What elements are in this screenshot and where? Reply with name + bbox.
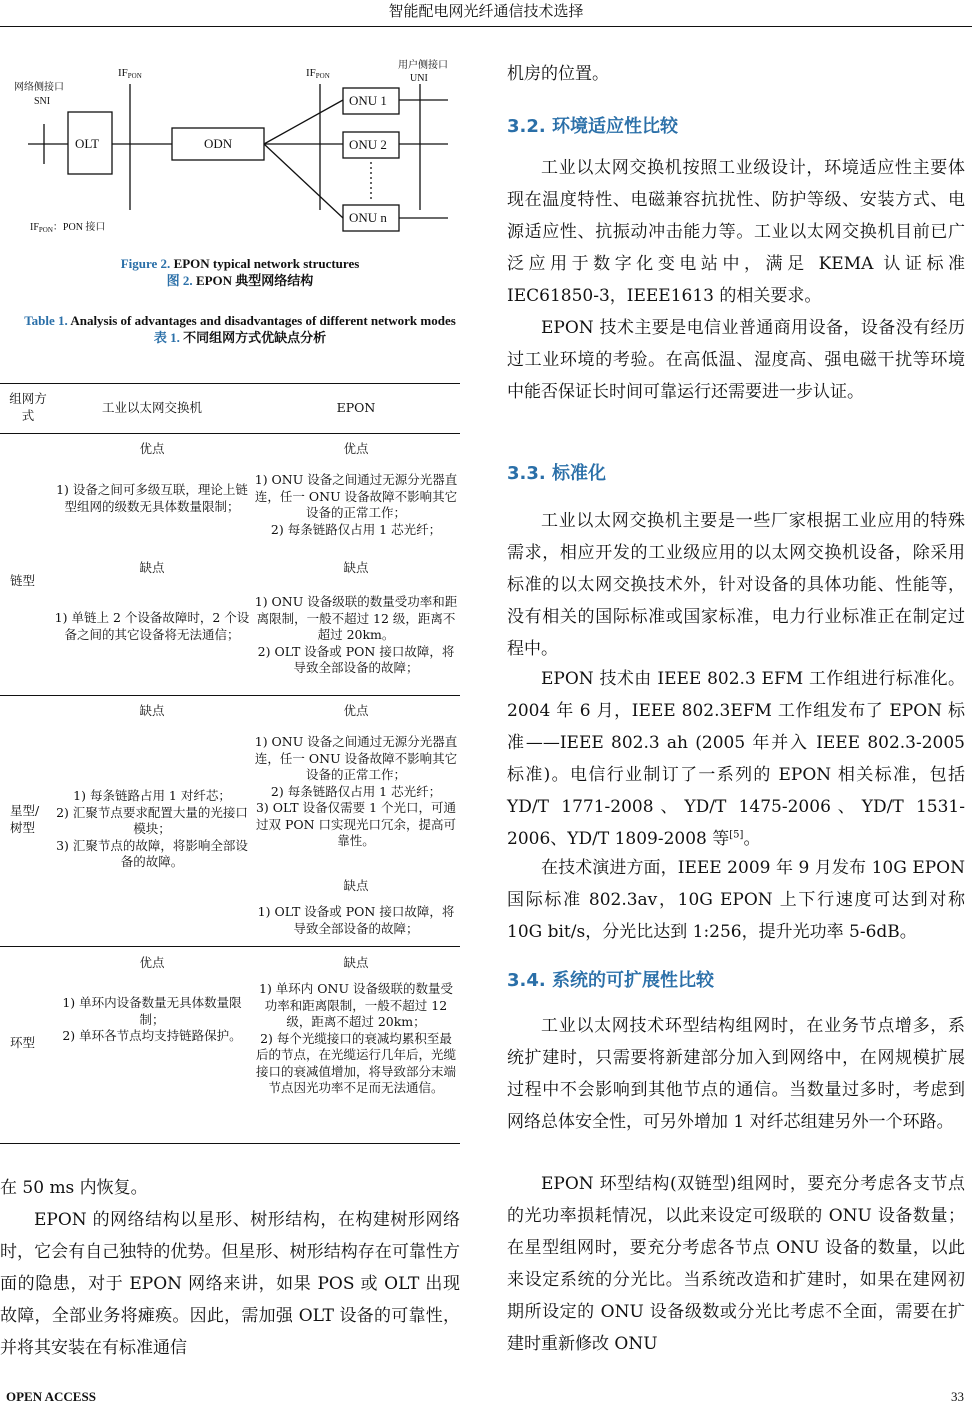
table-caption-zh: 表 1. 不同组网方式优缺点分析 xyxy=(153,330,327,345)
citation-5: [5] xyxy=(729,829,744,841)
epon-diagram xyxy=(0,50,480,250)
row3-eth-t1: 1) 单环内设备数量无具体数量限制； 2) 单环各节点均支持链路保护。 xyxy=(62,995,242,1043)
sni-abbr: SNI xyxy=(34,96,51,107)
row3-epon-h1: 缺点 xyxy=(343,955,369,970)
row1-epon-t1: 1) ONU 设备之间通过无源分光器直连，任一 ONU 设备故障不影响其它设备的正常工作； 2) 每条链路仅占用 1 芯光纤； xyxy=(254,472,458,537)
onun-label: ONU n xyxy=(349,210,387,225)
table-caption-en: Table 1. Analysis of advantages and disadvantages of different network modes xyxy=(24,313,456,328)
footer-open-access: OPEN ACCESS xyxy=(6,1389,96,1404)
row2-eth-t1: 1) 每条链路占用 1 对纤芯； 2) 汇聚节点要求配置大量的光接口模块； 3) 汇聚节点的故障，将影响全部设备的故障。 xyxy=(56,788,248,869)
row2-epon-h1: 优点 xyxy=(343,703,369,718)
para-3-2-b: EPON 技术主要是电信业普通商用设备，设备没有经历过工业环境的考验。在高低温、湿度高、强电磁干扰等环境中能否保证长时间可靠运行还需要进一步认证。 xyxy=(507,318,965,402)
sni-label: 网络侧接口 xyxy=(14,82,64,93)
odn-label: ODN xyxy=(204,136,233,151)
row2-epon-t1: 1) ONU 设备之间通过无源分光器直连，任一 ONU 设备故障不影响其它设备的正常工作； 2) 每条链路仅占用 1 芯光纤； 3) OLT 设备仅需要 1 个光口，可通过双 PON 口实现光口冗余，提高可靠性。 xyxy=(254,734,458,848)
section-3-2-heading: 3.2. 环境适应性比较 xyxy=(507,116,678,137)
left-para-2: EPON 的网络结构以星形、树形结构，在构建树形网络时，它会有自己独特的优势。但星形、树形结构存在可靠性方面的隐患，对于 EPON 网络来讲，如果 POS 或 OLT 出现故障，全部业务将瘫痪。因此，需加强 OLT 设备的可靠性，并将其安装在有标准通信 xyxy=(0,1210,460,1358)
running-header: 智能配电网光纤通信技术选择 xyxy=(388,2,584,20)
olt-label: OLT xyxy=(75,136,100,151)
row1-epon-t2: 1) ONU 设备级联的数量受功率和距离限制，一般不超过 12 级，距离不超过 20km。 2) OLT 设备或 PON 接口故障，将导致全部设备的故障； xyxy=(254,594,458,675)
row2-epon-h2: 缺点 xyxy=(343,878,369,893)
left-para-1: 在 50 ms 内恢复。 xyxy=(0,1178,148,1198)
if-pon-right: IFPON xyxy=(306,67,330,80)
para-3-4-a: 工业以太网技术环型结构组网时，在业务节点增多，系统扩建时，只需要将新建部分加入到网络中，在网规模扩展过程中不会影响到其他节点的通信。当数量过多时，考虑到网络总体安全性，可另外增加 1 对纤芯组建另外一个环路。 xyxy=(507,1016,965,1132)
uni-abbr: UNI xyxy=(410,73,428,84)
right-para-0: 机房的位置。 xyxy=(507,64,609,84)
row1-eth-h2: 缺点 xyxy=(139,560,165,575)
section-3-3-heading: 3.3. 标准化 xyxy=(507,463,606,484)
header-rule xyxy=(0,26,972,27)
table-caption xyxy=(0,312,480,346)
figure-epon-network xyxy=(0,50,480,250)
para-3-4-b: EPON 环型结构(双链型)组网时，要充分考虑各支节点的光功率损耗情况，以此来设定可级联的 ONU 设备数量；在星型组网时，要充分考虑各节点 ONU 设备的数量，以此来设定系统的分光比。当系统改造和扩建时，如果在建网初期所设定的 ONU 设备级数或分光比考虑不全面，需要在扩建时重新修改 ONU xyxy=(507,1174,965,1354)
figure-caption-zh: 图 2. EPON 典型网络结构 xyxy=(166,273,314,288)
para-3-3-c: 在技术演进方面，IEEE 2009 年 9 月发布 10G EPON 国际标准 802.3av，10G EPON 上下行速度可达到对称 10G bit/s，分光比达到 1:256，提升光功率 5-6dB。 xyxy=(507,858,965,942)
page-number: 33 xyxy=(951,1389,964,1404)
onu2-label: ONU 2 xyxy=(349,137,387,152)
row1-rule xyxy=(0,695,460,696)
row1-epon-h2: 缺点 xyxy=(343,560,369,575)
section-3-4-heading: 3.4. 系统的可扩展性比较 xyxy=(507,970,714,991)
header-epon: EPON xyxy=(336,400,376,415)
row1-epon-h1: 优点 xyxy=(343,441,369,456)
row2-rule xyxy=(0,946,460,947)
row2-epon-t2: 1) OLT 设备或 PON 接口故障，将导致全部设备的故障； xyxy=(257,904,455,936)
row2-mode: 星型/树型 xyxy=(10,803,40,835)
row3-epon-t1: 1) 单环内 ONU 设备级联的数量受功率和距离限制，一般不超过 12 级，距离不超过 20km； 2) 每个光缆接口的衰减均累积至最后的节点，在光缆运行几年后，光缆接口的衰减值增加，将导致部分末端节点因光功率不足而无法通信。 xyxy=(255,981,456,1095)
table-top-rule xyxy=(0,383,460,384)
table-bottom-rule xyxy=(0,1143,460,1144)
row1-eth-h1: 优点 xyxy=(139,441,165,456)
onu1-label: ONU 1 xyxy=(349,93,387,108)
table-header-rule xyxy=(0,433,460,434)
row3-eth-h1: 优点 xyxy=(139,955,165,970)
if-pon-note: $IF_{PON}$：PON 接口 xyxy=(30,222,106,234)
uni-label: 用户侧接口 xyxy=(398,60,448,71)
figure-caption xyxy=(0,255,480,289)
row1-eth-t2: 1) 单链上 2 个设备故障时，2 个设备之间的其它设备将无法通信； xyxy=(54,610,250,642)
row1-mode: 链型 xyxy=(10,573,36,588)
figure-caption-en: Figure 2. EPON typical network structures xyxy=(120,256,360,271)
header-ethernet: 工业以太网交换机 xyxy=(101,400,202,415)
row1-eth-t1: 1) 设备之间可多级互联，理论上链型组网的级数无具体数量限制； xyxy=(56,482,248,514)
para-3-3-a: 工业以太网交换机主要是一些厂家根据工业应用的特殊需求，相应开发的工业级应用的以太网交换机设备，除采用标准的以太网交换技术外，针对设备的具体功能、性能等，没有相关的国际标准或国家标准，电力行业标准正在制定过程中。 xyxy=(507,511,965,659)
if-pon-left: IFPON xyxy=(118,67,142,80)
row2-eth-h1: 缺点 xyxy=(139,703,165,718)
header-mode: 组网方式 xyxy=(9,391,47,423)
row3-mode: 环型 xyxy=(10,1035,36,1050)
para-3-3-b: EPON 技术由 IEEE 802.3 EFM 工作组进行标准化。2004 年 6 月，IEEE 802.3EFM 工作组发布了 EPON 标准——IEEE 802.3 ah (2005 年并入 IEEE 802.3-2005 标准)。电信行业制订了一系列的 EPON 相关标准，包括 YD/T 1771-2008、YD/T 1475-2006、YD/T 1531-2006、YD/T 1809-2008 等[5]。 xyxy=(507,669,965,849)
para-3-2-a: 工业以太网交换机按照工业级设计，环境适应性主要体现在温度特性、电磁兼容抗扰性、防护等级、安装方式、电源适应性、抗振动冲击能力等。工业以太网交换机目前已广泛应用于数字化变电站中，满足 KEMA 认证标准 IEC61850-3，IEEE1613 的相关要求。 xyxy=(507,158,965,306)
